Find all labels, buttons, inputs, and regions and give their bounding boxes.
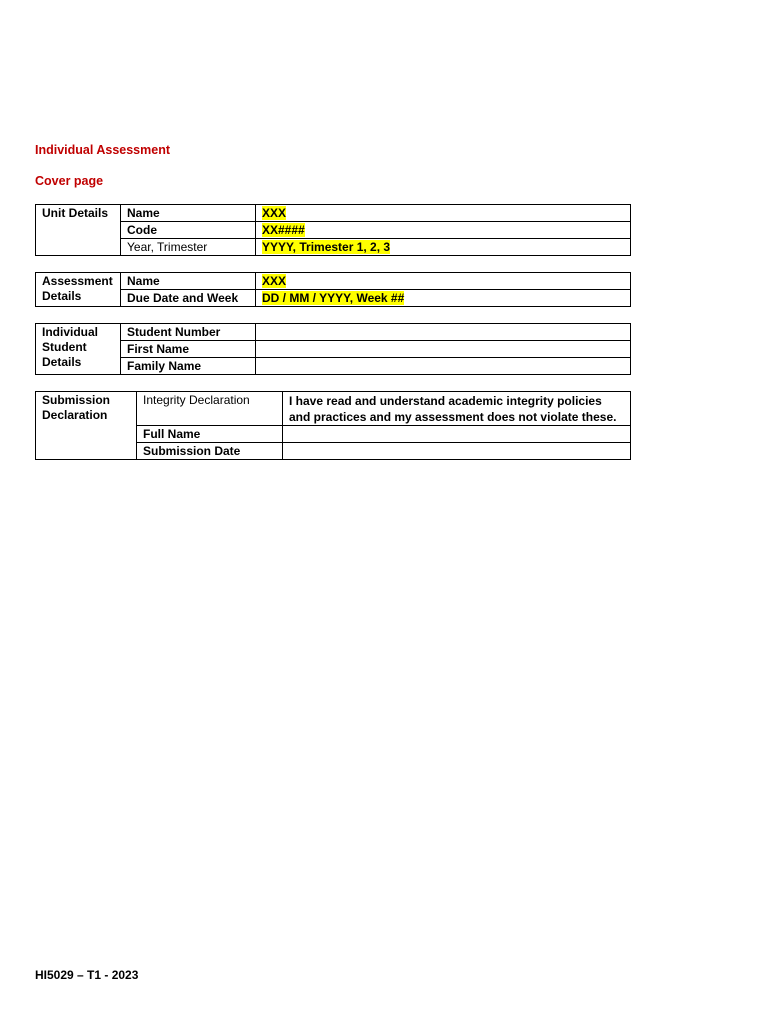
assessment-name-cell[interactable] [256, 273, 631, 290]
student-details-table [35, 323, 631, 375]
assessment-group-label: Assessment Details [36, 273, 121, 307]
page-footer: HI5029 – T1 - 2023 [35, 968, 139, 982]
table-row [36, 358, 631, 375]
submission-declaration-table [35, 391, 631, 460]
document-title: Individual Assessment [35, 143, 170, 157]
student-family-name-label: Family Name [121, 358, 256, 375]
integrity-declaration-text: I have read and understand academic integrity policies and practices and my assessment does not violate these. [283, 392, 631, 426]
submission-date-field[interactable] [283, 443, 631, 460]
submission-date-label: Submission Date [137, 443, 283, 460]
integrity-declaration-label: Integrity Declaration [137, 392, 283, 426]
table-row [36, 324, 631, 341]
unit-year-trimester-cell[interactable] [256, 239, 631, 256]
assessment-due-date-value[interactable]: DD / MM / YYYY, Week ## [262, 291, 405, 305]
table-row [36, 290, 631, 307]
submission-group-label: Submission Declaration [36, 392, 137, 460]
assessment-details-table [35, 272, 631, 307]
unit-name-value[interactable]: XXX [262, 206, 287, 220]
full-name-field[interactable] [283, 426, 631, 443]
unit-code-cell[interactable] [256, 222, 631, 239]
assessment-due-date-label: Due Date and Week [121, 290, 256, 307]
unit-name-cell[interactable] [256, 205, 631, 222]
student-number-label: Student Number [121, 324, 256, 341]
student-first-name-field[interactable] [256, 341, 631, 358]
unit-year-trimester-label: Year, Trimester [121, 239, 256, 256]
unit-code-label: Code [121, 222, 256, 239]
student-family-name-field[interactable] [256, 358, 631, 375]
table-row [36, 392, 631, 426]
full-name-label: Full Name [137, 426, 283, 443]
assessment-name-value[interactable]: XXX [262, 274, 287, 288]
student-number-field[interactable] [256, 324, 631, 341]
table-row [36, 273, 631, 290]
student-group-label: Individual Student Details [36, 324, 121, 375]
table-row [36, 239, 631, 256]
student-first-name-label: First Name [121, 341, 256, 358]
unit-group-label: Unit Details [36, 205, 121, 256]
unit-details-table [35, 204, 631, 256]
unit-year-trimester-value[interactable]: YYYY, Trimester 1, 2, 3 [262, 240, 391, 254]
table-row [36, 205, 631, 222]
unit-code-value[interactable]: XX#### [262, 223, 305, 237]
document-subtitle: Cover page [35, 174, 104, 188]
assessment-due-date-cell[interactable] [256, 290, 631, 307]
table-row [36, 222, 631, 239]
unit-name-label: Name [121, 205, 256, 222]
assessment-name-label: Name [121, 273, 256, 290]
table-row [36, 341, 631, 358]
